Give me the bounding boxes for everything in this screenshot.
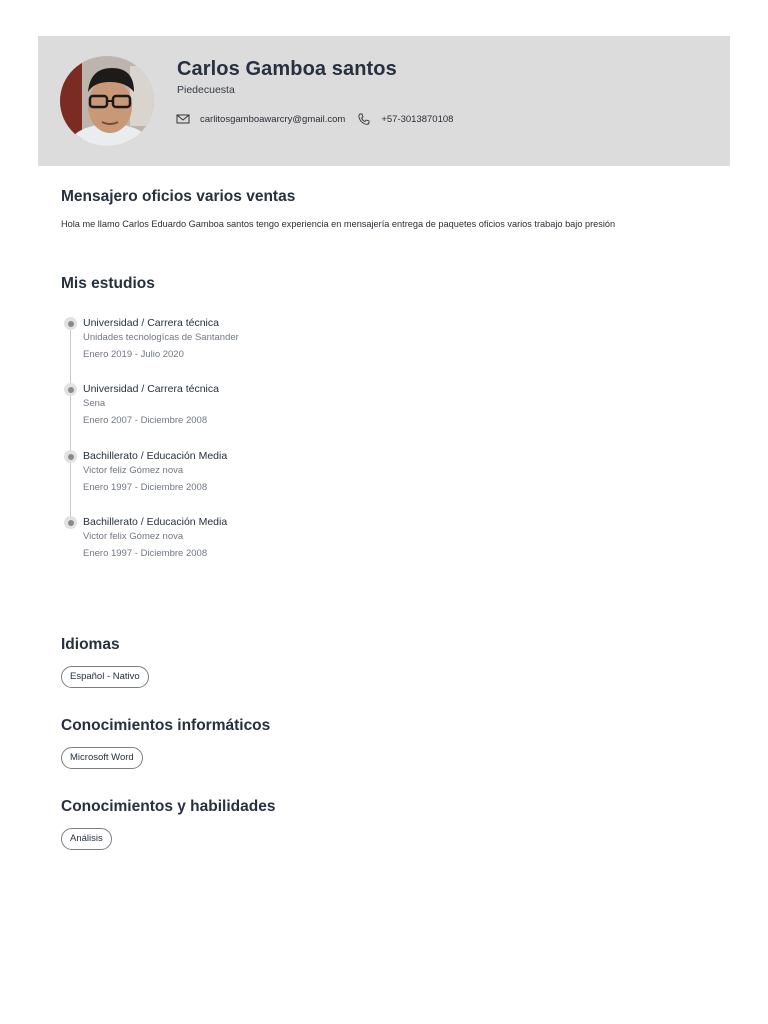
study-dates: Enero 2019 - Julio 2020: [83, 349, 184, 360]
profile-title: Mensajero oficios varios ventas: [61, 188, 296, 205]
timeline-dot: [64, 383, 77, 396]
study-title: Bachillerato / Educación Media: [83, 516, 228, 528]
study-school: Sena: [83, 398, 106, 409]
phone-icon: [357, 112, 371, 126]
candidate-name: Carlos Gamboa santos: [177, 58, 397, 80]
candidate-city: Piedecuesta: [177, 84, 235, 96]
study-school: Victor felix Gómez nova: [83, 531, 184, 542]
avatar: [60, 56, 154, 146]
study-title: Universidad / Carrera técnica: [83, 317, 219, 329]
profile-summary: Hola me llamo Carlos Eduardo Gamboa santos tengo experiencia en mensajería entrega de paquetes oficios varios trabajo bajo presión: [61, 219, 616, 229]
computer-skill-tag: Microsoft Word: [61, 747, 143, 769]
timeline-dot: [64, 317, 77, 330]
skill-tag: Análisis: [61, 828, 112, 850]
envelope-icon: [176, 112, 190, 126]
study-title: Bachillerato / Educación Media: [83, 450, 228, 462]
study-school: Unidades tecnologícas de Santander: [83, 332, 239, 343]
languages-title: Idiomas: [61, 636, 120, 653]
skills-title: Conocimientos y habilidades: [61, 798, 276, 815]
language-tag: Español - Nativo: [61, 666, 149, 688]
contact-info: [176, 111, 465, 127]
timeline-dot: [64, 516, 77, 529]
studies-title: Mis estudios: [61, 275, 155, 292]
email-link[interactable]: carlitosgamboawarcry@gmail.com: [200, 113, 346, 125]
phone-link[interactable]: +57-3013870108: [381, 113, 454, 125]
computer-skills-title: Conocimientos informáticos: [61, 717, 271, 734]
study-school: Victor feliz Gómez nova: [83, 465, 184, 476]
profile-header: [38, 36, 730, 166]
study-dates: Enero 2007 - Diciembre 2008: [83, 415, 208, 426]
timeline-dot: [64, 450, 77, 463]
avatar-photo: [60, 56, 154, 146]
study-dates: Enero 1997 - Diciembre 2008: [83, 482, 208, 493]
study-title: Universidad / Carrera técnica: [83, 383, 219, 395]
timeline-line: [70, 323, 71, 523]
study-dates: Enero 1997 - Diciembre 2008: [83, 548, 208, 559]
